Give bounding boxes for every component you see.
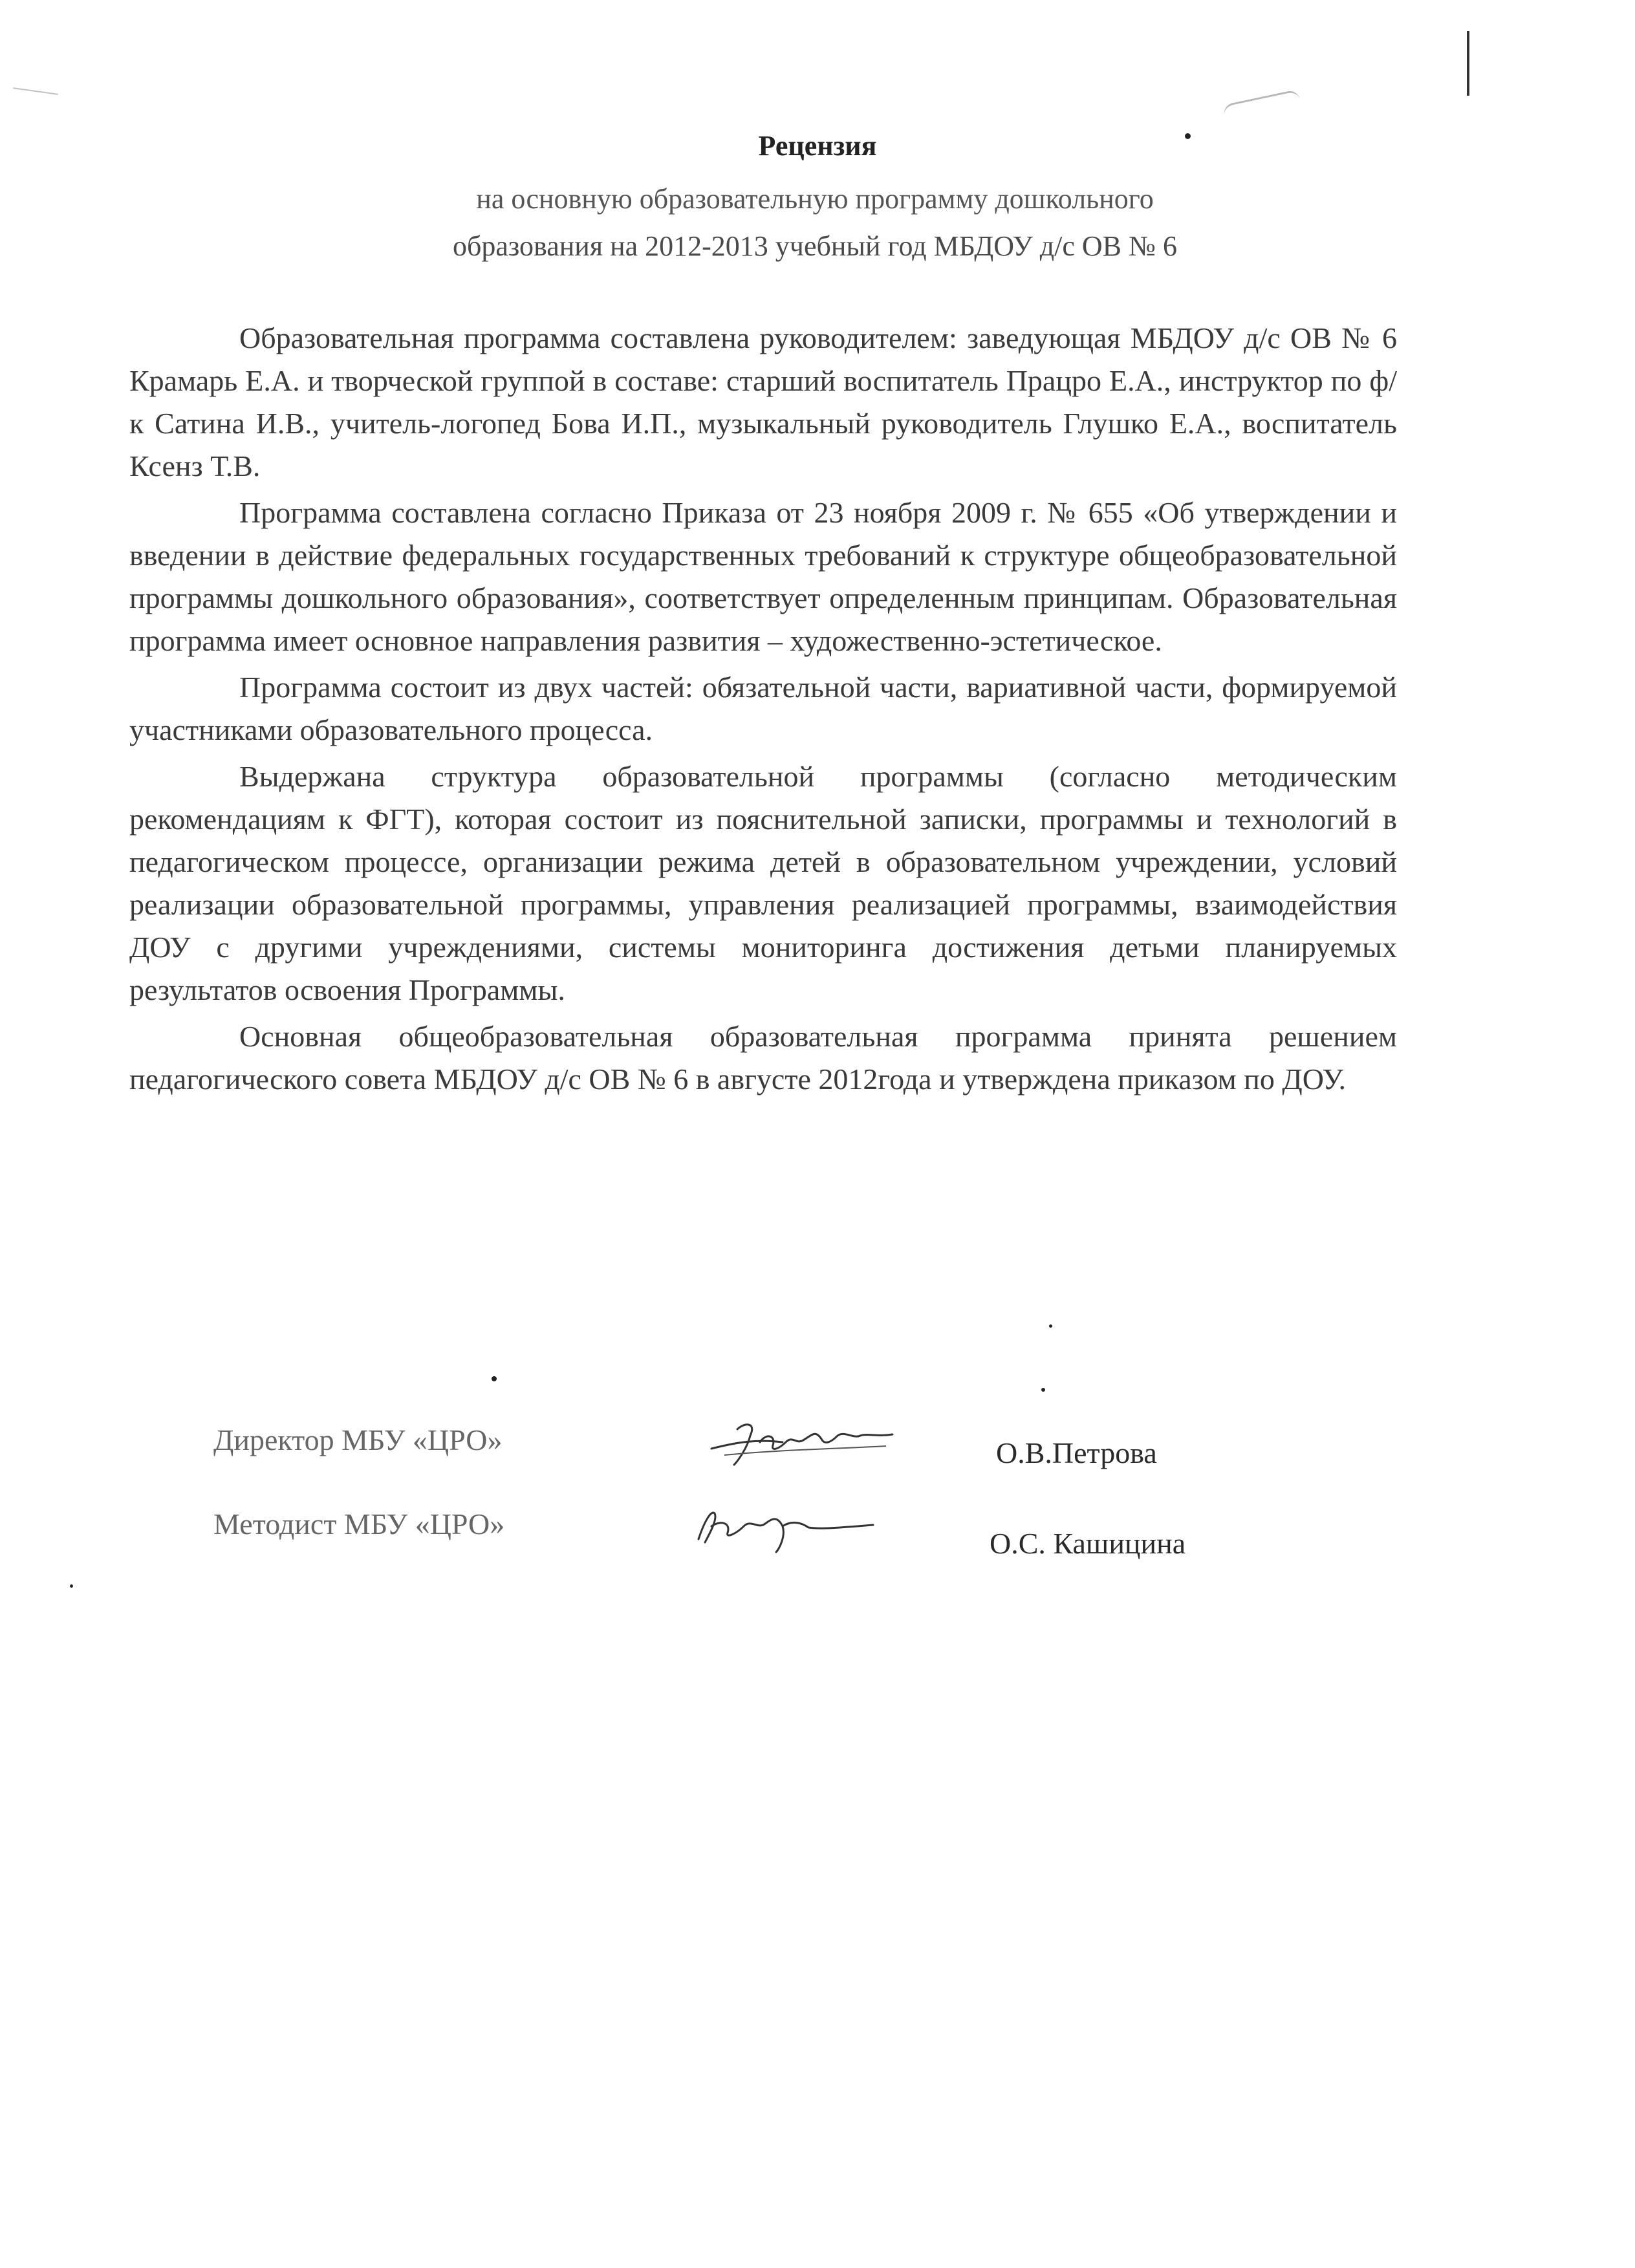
scan-dot [492,1376,497,1381]
handwritten-signature [686,1487,893,1559]
signature-row-director [213,1423,1313,1474]
scan-smudge [1222,89,1301,116]
scan-edge-mark [1467,31,1469,96]
scan-dot [70,1584,73,1588]
document-subtitle-line1: на основную образовательную программу дошкольного [476,183,1154,215]
signature-row-methodist [213,1507,1313,1559]
document-subtitle-line2: образования на 2012-2013 учебный год МБДОУ д/с ОВ № 6 [452,230,1178,262]
signer-role: Директор МБУ «ЦРО» [213,1423,503,1456]
signer-name: О.В.Петрова [996,1436,1157,1469]
scan-dot [1049,1324,1052,1328]
scan-dash [13,87,58,95]
paragraph-parts: Программа состоит из двух частей: обязательной части, вариативной части, формируемой участниками образовательного процесса. [129,671,1397,746]
scan-dot [1041,1388,1045,1392]
signer-role: Методист МБУ «ЦРО» [213,1507,505,1540]
paragraph-authors: Образовательная программа составлена руководителем: заведующая МБДОУ д/с ОВ № 6 Крамарь Е.А. и творческой группой в составе: старший воспитатель Працро Е.А., инструктор по ф/к Сатина И.В., учитель-логопед Бова И.П., музыкальный руководитель Глушко Е.А., воспитатель Ксенз Т.В. [129,321,1397,482]
signer-name: О.С. Кашицина [990,1527,1186,1560]
paragraph-structure: Выдержана структура образовательной программы (согласно методическим рекомендациям к ФГТ), которая состоит из пояснительной записки, программы и технологий в педагогическом процессе, организации режима детей в образовательном учреждении, условий реализации образовательной программы, управления реализацией программы, взаимодействия ДОУ с другими учреждениями, системы мониторинга достижения детьми планируемых результатов освоения Программы. [129,760,1397,1006]
paragraph-order: Программа составлена согласно Приказа от 23 ноября 2009 г. № 655 «Об утверждении и введении в действие федеральных государственных требований к структуре общеобразовательной программы дошкольного образования», соответствует определенным принципам. Образовательная программа имеет основное направления развития – художественно-эстетическое. [129,496,1397,657]
document-body [129,317,1397,1101]
paragraph-approval: Основная общеобразовательная образовательная программа принята решением педагогического совета МБДОУ д/с ОВ № 6 в августе 2012года и утверждена приказом по ДОУ. [129,1020,1397,1096]
document-title: Рецензия [758,130,877,162]
handwritten-signature [698,1403,905,1474]
